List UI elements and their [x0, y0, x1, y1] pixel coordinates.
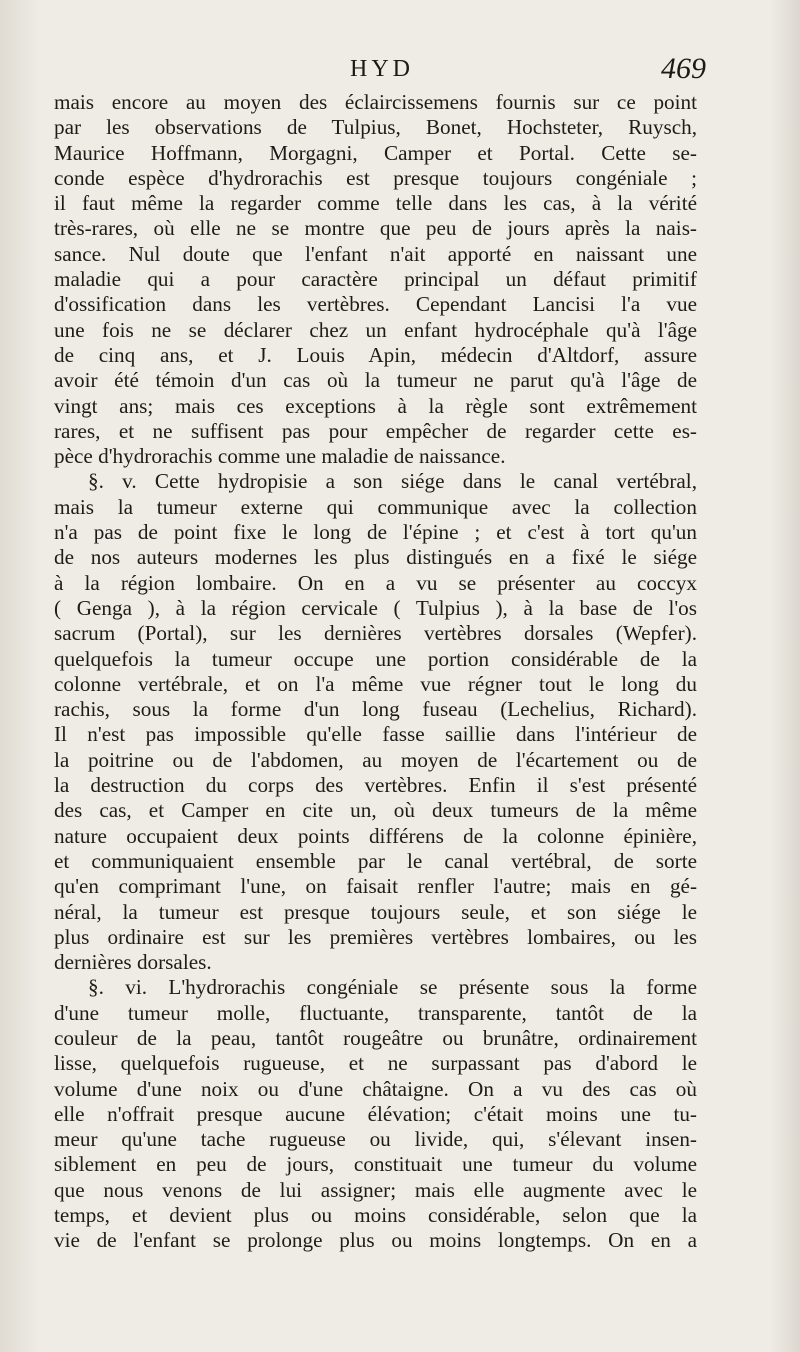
text-line: siblement en peu de jours, constituait une tumeur du volume	[54, 1152, 697, 1177]
text-line: ( Genga ), à la région cervicale ( Tulpius ), à la base de l'os	[54, 595, 697, 620]
section-5-start: §. v. Cette hydropisie a son siége dans le canal vertébral,	[88, 469, 697, 494]
text-line: de cinq ans, et J. Louis Apin, médecin d'Altdorf, assure	[54, 342, 697, 367]
text-line: mais encore au moyen des éclaircissemens fournis sur ce point	[54, 90, 697, 114]
text-line: rachis, sous la forme d'un long fuseau (Lechelius, Richard).	[54, 697, 697, 722]
text-line: une fois ne se déclarer chez un enfant hydrocéphale qu'à l'âge	[54, 317, 697, 342]
text-line: avoir été témoin d'un cas où la tumeur ne parut qu'à l'âge de	[54, 368, 697, 393]
text-line: nature occupaient deux points différens de la colonne épinière,	[54, 823, 697, 848]
text-line: des cas, et Camper en cite un, où deux tumeurs de la même	[54, 798, 697, 823]
page-header	[52, 52, 712, 92]
text-line: maladie qui a pour caractère principal un défaut primitif	[54, 267, 697, 292]
text-line: de nos auteurs modernes les plus distingués en a fixé le siége	[54, 545, 697, 570]
text-line: très-rares, où elle ne se montre que peu de jours après la nais-	[54, 216, 697, 241]
section-6-start: §. vi. L'hydrorachis congéniale se présente sous la forme	[88, 975, 697, 1000]
body-text	[54, 90, 697, 1254]
text-line: elle n'offrait presque aucune élévation; c'était moins une tu-	[54, 1101, 697, 1126]
text-line: sacrum (Portal), sur les dernières vertèbres dorsales (Wepfer).	[54, 621, 697, 646]
text-line: la destruction du corps des vertèbres. Enfin il s'est présenté	[54, 773, 697, 798]
text-line: à la région lombaire. On en a vu se présenter au coccyx	[54, 570, 697, 595]
text-line: néral, la tumeur est presque toujours seule, et son siége le	[54, 899, 697, 924]
running-head: HYD	[350, 56, 414, 82]
text-line: n'a pas de point fixe le long de l'épine ; et c'est à tort qu'un	[54, 520, 697, 545]
text-line: d'ossification dans les vertèbres. Cependant Lancisi l'a vue	[54, 292, 697, 317]
text-line: que nous venons de lui assigner; mais elle augmente avec le	[54, 1177, 697, 1202]
text-line: il faut même la regarder comme telle dans les cas, à la vérité	[54, 191, 697, 216]
text-line: conde espèce d'hydrorachis est presque toujours congéniale ;	[54, 165, 697, 190]
text-line: pèce d'hydrorachis comme une maladie de naissance.	[54, 444, 506, 469]
text-line: couleur de la peau, tantôt rougeâtre ou brunâtre, ordinairement	[54, 1025, 697, 1050]
text-line: quelquefois la tumeur occupe une portion considérable de la	[54, 646, 697, 671]
text-line: temps, et devient plus ou moins considérable, selon que la	[54, 1203, 697, 1228]
text-line: par les observations de Tulpius, Bonet, Hochsteter, Ruysch,	[54, 115, 697, 140]
text-line: volume d'une noix ou d'une châtaigne. On a vu des cas où	[54, 1076, 697, 1101]
text-line: et communiquaient ensemble par le canal vertébral, de sorte	[54, 848, 697, 873]
text-line: la poitrine ou de l'abdomen, au moyen de l'écartement ou de	[54, 747, 697, 772]
text-line: sance. Nul doute que l'enfant n'ait apporté en naissant une	[54, 241, 697, 266]
text-line: vingt ans; mais ces exceptions à la règle sont extrêmement	[54, 393, 697, 418]
text-line: Maurice Hoffmann, Morgagni, Camper et Portal. Cette se-	[54, 140, 697, 165]
text-line: meur qu'une tache rugueuse ou livide, qui, s'élevant insen-	[54, 1127, 697, 1152]
text-line: colonne vertébrale, et on l'a même vue régner tout le long du	[54, 671, 697, 696]
text-line: rares, et ne suffisent pas pour empêcher de regarder cette es-	[54, 418, 697, 443]
text-line: d'une tumeur molle, fluctuante, transparente, tantôt de la	[54, 1000, 697, 1025]
text-line: lisse, quelquefois rugueuse, et ne surpassant pas d'abord le	[54, 1051, 697, 1076]
text-line: Il n'est pas impossible qu'elle fasse saillie dans l'intérieur de	[54, 722, 697, 747]
text-line: dernières dorsales.	[54, 950, 212, 975]
text-line: vie de l'enfant se prolonge plus ou moins longtemps. On en a	[54, 1228, 697, 1253]
text-line: mais la tumeur externe qui communique avec la collection	[54, 494, 697, 519]
text-line: qu'en comprimant l'une, on faisait renfler l'autre; mais en gé-	[54, 874, 697, 899]
text-line: plus ordinaire est sur les premières vertèbres lombaires, ou les	[54, 924, 697, 949]
page-number: 469	[661, 52, 706, 85]
